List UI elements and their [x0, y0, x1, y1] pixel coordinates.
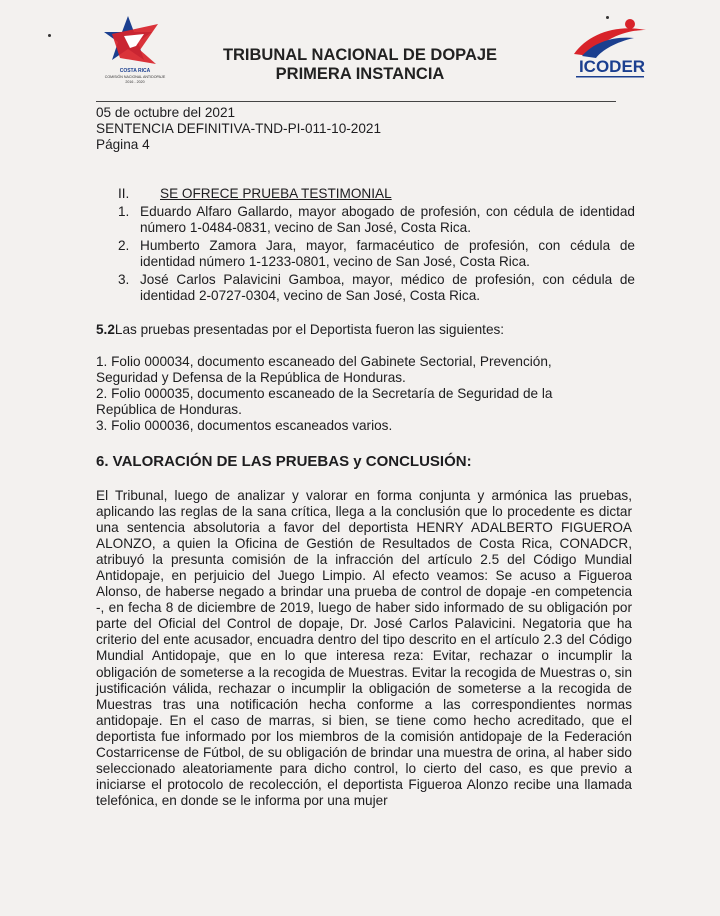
- list-item: 1. Folio 000034, documento escaneado del Gabinete Sectorial, Prevención, Seguridad y Defensa de la República de Honduras.: [96, 354, 552, 385]
- roman-numeral: II.: [118, 186, 130, 201]
- logo-text-line: 2016 - 2020: [125, 80, 145, 84]
- header-title-line2: PRIMERA INSTANCIA: [275, 65, 445, 83]
- document-meta: [96, 105, 381, 153]
- page-number: Página 4: [96, 137, 150, 152]
- icoder-logo-text: ICODER: [578, 57, 646, 76]
- list-item-text: Eduardo Alfaro Gallardo, mayor abogado de profesión, con cédula de identidad número 1-0484-0831, vecino de San José, Costa Rica.: [140, 204, 635, 235]
- list-item-number: 1.: [118, 204, 130, 219]
- list-item-text: Humberto Zamora Jara, mayor, farmacéutico de profesión, con cédula de identidad número 1-1233-0801, vecino de San José, Costa Rica.: [140, 238, 635, 269]
- conclusion-body: El Tribunal, luego de analizar y valorar en forma conjunta y armónica las pruebas, aplicando las reglas de la sana crítica, llega a la conclusión que lo procedente es dictar una sentencia absolutoria a favor del deportista HENRY ADALBERTO FIGUEROA ALONZO, a quien la Oficina de Gestión de Resultados de Costa Rica, CONADCR, atribuyó la presunta comisión de la infracción del artículo 2.5 del Código Mundial Antidopaje, en perjuicio del Juego Limpio. Al efecto veamos: Se acuso a Figueroa Alonso, de haberse negado a brindar una prueba de control de dopaje -en competencia -, en fecha 8 de diciembre de 2019, luego de haber sido informado de su obligación por parte del Oficial del Control de dopaje, Dr. José Carlos Palavicini. Negatoria que ha criterio del ente acusador, encuadra dentro del tipo descrito en el artículo 2.3 del Código Mundial Antidopaje, que en lo que interesa reza: Evitar, rechazar o incumplir la obligación de someterse a la recogida de Muestras. Evitar la recogida de Muestras o, sin justificación válida, rechazar o incumplir la obligación de someterse a la recogida de Muestras tras una notificación hecha conforme a las correspondientes normas antidopaje. En el caso de marras, si bien, se tiene como hecho acreditado, que el deportista fue informado por los miembros de la comisión antidopaje de la Federación Costarricense de Fútbol, de su obligación de brindar una muestra de orina, al haber sido seleccionado aleatoriamente para dicho control, lo cierto del caso, es que previo a iniciarse el protocolo de recolección, el deportista Figueroa Alonzo recibe una llamada telefónica, en donde se le informa por una mujer: [96, 488, 632, 808]
- costa-rica-olympic-star-icon: [100, 14, 170, 94]
- list-item: 2. Folio 000035, documento escaneado de la Secretaría de Seguridad de la República de Honduras.: [96, 386, 553, 417]
- conclusion-heading: 6. VALORACIÓN DE LAS PRUEBAS y CONCLUSIÓN:: [96, 453, 472, 470]
- logo-text-line: COMISIÓN NACIONAL ANTIDOPAJE: [104, 75, 166, 79]
- document-header-title: [190, 46, 530, 84]
- evidence-list: [96, 354, 596, 434]
- logo-text-line: COSTA RICA: [119, 68, 151, 74]
- evidence-intro-text: Las pruebas presentadas por el Deportista fueron las siguientes:: [114, 322, 505, 337]
- list-item: 3. Folio 000036, documentos escaneados varios.: [96, 418, 393, 433]
- icoder-swoosh-icon: [568, 16, 650, 86]
- evidence-intro: [96, 322, 626, 338]
- section-title: SE OFRECE PRUEBA TESTIMONIAL: [160, 186, 392, 201]
- section-number: 5.2: [96, 322, 115, 337]
- list-item-text: José Carlos Palavicini Gamboa, mayor, médico de profesión, con cédula de identidad 2-0727-0304, vecino de San José, Costa Rica.: [140, 272, 635, 303]
- list-item-number: 3.: [118, 272, 130, 287]
- header-divider: [96, 101, 616, 102]
- header-title-line1: TRIBUNAL NACIONAL DE DOPAJE: [222, 46, 498, 64]
- list-item-number: 2.: [118, 238, 130, 253]
- sentence-reference: SENTENCIA DEFINITIVA-TND-PI-011-10-2021: [96, 121, 382, 136]
- document-date: 05 de octubre del 2021: [96, 105, 236, 120]
- scan-speck: [48, 34, 51, 37]
